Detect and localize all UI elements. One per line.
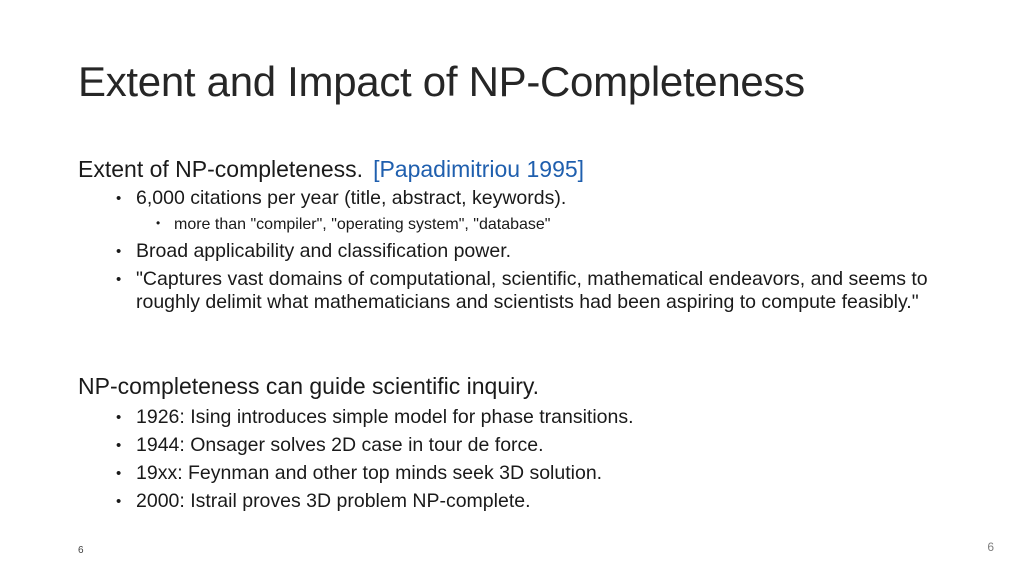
- bullet-item: [116, 434, 936, 457]
- bullet-item: [116, 268, 936, 314]
- bullet-item: [116, 490, 936, 513]
- slide-number-right: 6: [987, 540, 994, 554]
- section-heading-extent: [78, 156, 584, 183]
- bullet-item: [116, 187, 936, 210]
- section-heading-inquiry: NP-completeness can guide scientific inquiry.: [78, 373, 540, 399]
- bullet-text: • 2000: Istrail proves 3D problem NP-complete.: [136, 490, 531, 512]
- bullet-item: [116, 462, 936, 485]
- sub-bullet-item: [156, 216, 550, 234]
- sub-bullet-text: • more than "compiler", "operating system", "database": [174, 216, 551, 233]
- slide-title: Extent and Impact of NP-Completeness: [78, 58, 805, 105]
- bullet-item: [116, 240, 936, 263]
- bullet-text: • 1926: Ising introduces simple model for phase transitions.: [136, 406, 634, 428]
- bullet-text: • 19xx: Feynman and other top minds seek 3D solution.: [136, 462, 603, 484]
- bullet-text: • "Captures vast domains of computational, scientific, mathematical endeavors, and seems to roughly delimit what mathematicians and scientists had been aspiring to compute feasibly.": [136, 268, 928, 313]
- section-heading-text: Extent of NP-completeness.: [78, 156, 364, 182]
- slide-number-left: 6: [78, 545, 84, 556]
- bullet-text: • 6,000 citations per year (title, abstract, keywords).: [136, 187, 567, 209]
- bullet-item: [116, 406, 936, 429]
- bullet-text: • 1944: Onsager solves 2D case in tour de force.: [136, 434, 544, 456]
- bullet-text: • Broad applicability and classification power.: [136, 240, 512, 262]
- citation-link: [Papadimitriou 1995]: [373, 156, 585, 182]
